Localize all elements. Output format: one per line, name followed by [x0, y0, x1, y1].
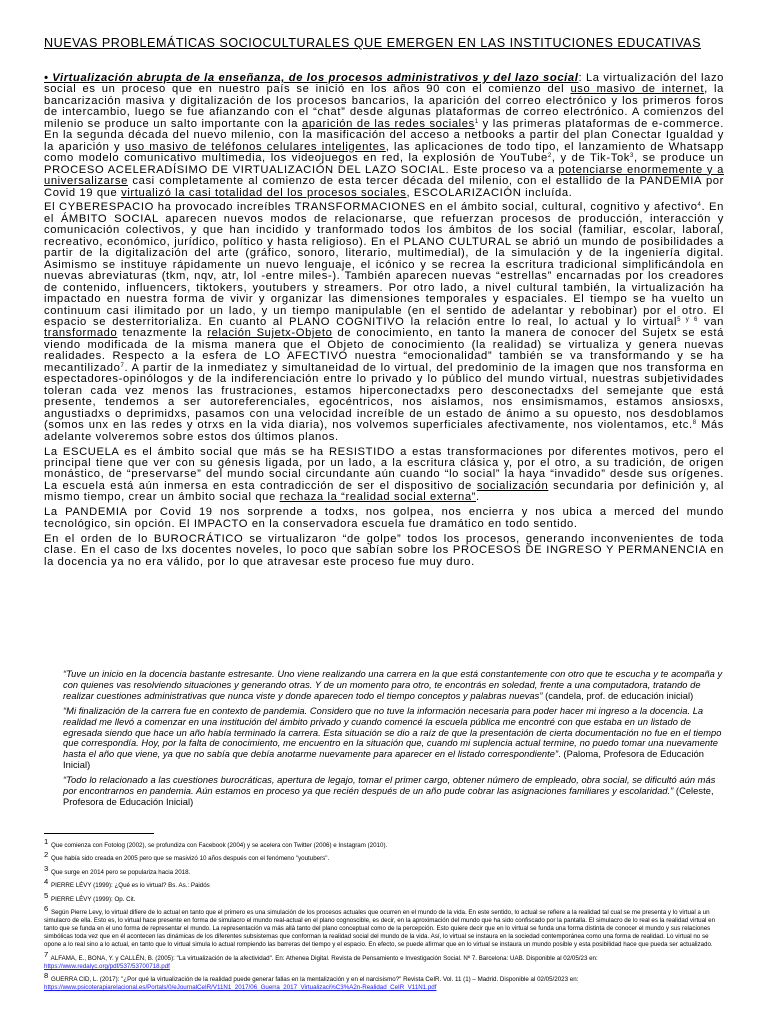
footnote-number: 6 — [44, 903, 49, 913]
footnote — [44, 951, 724, 971]
footnote — [44, 892, 724, 904]
paragraph-virtualizacion — [44, 73, 724, 199]
footnote-ref[interactable]: 1 — [474, 118, 479, 125]
footnote-separator — [44, 833, 154, 834]
paragraph-cyberespacio — [44, 202, 724, 443]
footnote — [44, 972, 724, 992]
quote-text: “Tuve un inicio en la docencia bastante estresante. Uno viene realizando una carrera en la que está constantemente con otro que te escucha y te acompaña y con quienes vas resolviendo situaciones y generando otras. Y de un momento para otro, te encontrás en soledad, frente a una computadora, tratando de realizar cuestiones administrativas que nunca viste y donde aparecen todo el tiempo conceptos y palabras nuevas” — [63, 669, 723, 701]
footnote-text: PIERRE LÉVY (1999): Op. Cit. — [50, 895, 136, 903]
testimonial-quote — [63, 669, 724, 702]
quote-text: “Mi finalización de la carrera fue en contexto de pandemia. Considero que no tuve la información necesaria para poder hacer mi ingreso a la docencia. La realidad me llevó a comenzar en una institución del ámbito privado y cuando comencé la escuela pública me encontré con que estaba en un listado de egresada siendo que hace un año había terminado la carrera. Esta situación se dio a raíz de que la presentación de cierta documentación no fue en el tiempo que correspondía. Hoy, por la falta de conocimiento, me encuentro en la situación que, cuando mi suplencia actual termine, no puedo tomar una nuevamente hasta el año que viene, ya que no sabía que debía anotarme nuevamente para aparecer en el listado correspondiente” — [63, 705, 722, 760]
text-run: , la bancarización masiva y digitalización de los procesos bancarios, la aparición del correo electrónico y los primeros foros de intercambio, luego se fue afianzando con el “chat” desde algunas plataformas de correo electrónico. A comienzos del milenio se produce un salto importante con la — [44, 83, 724, 130]
text-run: , y de Tik-Tok — [551, 152, 631, 165]
quote-author: . (Paloma, Profesora de Educación Inicial) — [63, 749, 704, 771]
footnote-link[interactable]: https://www.redalyc.org/pdf/537/53700718.pdf — [44, 962, 170, 970]
quote-author: (Celeste, Profesora de Educación Inicial) — [63, 786, 714, 807]
underlined-text: potenciarse enormemente y a universalizarse — [44, 163, 725, 188]
text-run: : La virtualización del lazo social es un proceso que en nuestro país se inició en los años 90 con el comienzo del — [44, 72, 724, 96]
section-heading — [44, 72, 578, 84]
text-run: . — [476, 491, 480, 504]
text-run: La ESCUELA es el ámbito social que más se ha RESISTIDO a estas transformaciones por diferentes motivos, pero el principal tiene que ver con su génesis ligada, por un lado, a la escritura clásica y, por el otro, a su tradición, de origen monástico, de “preservarse” del mundo social circundante aún cuando “lo social” la haya “invadido” desde sus orígenes. La escuela está aún inmersa en esta contradicción de ser el dispositivo de — [44, 445, 724, 492]
footnote-ref[interactable]: 2 — [547, 153, 552, 160]
footnote-ref[interactable]: 8 — [692, 420, 697, 427]
testimonial-quote — [63, 706, 724, 771]
underlined-text: relación Sujetx-Objeto — [207, 327, 333, 340]
quote-text: “Todo lo relacionado a las cuestiones burocráticas, apertura de legajo, tomar el primer cargo, obtener número de empleado, obra social, se dificultó aún más por encontrarnos en pandemia. Aún estamos en proceso ya que recién después de un año pude cobrar las asignaciones familiares y escolaridad.” — [63, 775, 716, 797]
underlined-text: virtualizó la casi totalidad del los procesos sociales — [121, 186, 407, 199]
text-run: . En el ÁMBITO SOCIAL aparecen nuevos modos de relacionarse, que refuerzan procesos de producción, interacción y comunicación colectivos, y que han incidido y tranformado todos los ámbitos de los social (familiar, escolar, laboral, recreativo, económico, jurídico, político y hasta religioso). En el PLANO CULTURAL se abrió un mundo de posibilidades a partir de la digitalización del arte (gráfico, sonoro, literario, multimedial), de la simulación y de la ingeniería digital. Asimismo se instituye rápidamente un nuevo lenguaje, el icónico y se recrea la escritura tradicional simplificándola en nuevas abreviaturas (tkm, nqv, atr, lol -entre miles-). También aparecen nuevas “estrellas” encarnadas por los creadores de contenido, influencers, tiktokers, youtubers y streamers. Por otro lado, a nivel cultural también, la virtualización ha impactado en nuestra forma de vivir y organizar las dimensiones temporales y espaciales. El tiempo se ha vuelto un continuum casi ilimitado por un lado, y un tiempo manipulable (en el sentido de adelantar y rebobinar) por el otro. El espacio se desterritorializa. En cuanto al PLANO COGNITIVO la relación entre lo real, lo actual y lo virtual — [44, 201, 724, 329]
text-run: , las aplicaciones de todo tipo, el lanzamiento de Whatsapp como modelo comunicativo multimedia, los videojuegos en red, la explosión de YouTube — [44, 140, 724, 165]
footnote — [44, 878, 724, 890]
text-run: y las primeras plataformas de e-commerce. En la segunda década del nuevo milenio, con la masificación del acceso a netbooks a partir del plan Conectar Igualdad y la aparición y — [44, 117, 724, 153]
footnote-text: ALFAMA, E., BONA, Y. y CALLÉN, B. (2005): "La virtualización de la afectividad". En: Athenea Digital. Revista de Pensamiento e Investigación Social. Nº 7. Barcelona: UAB. Disponible al 02/05/23 en: — [50, 954, 598, 962]
paragraph-pandemia: La PANDEMIA por Covid 19 nos sorprende a todxs, nos golpea, nos encierra y nos ubica a merced del mundo tecnológico, sin opción. El IMPACTO en la conservadora escuela fue dramático en todo sentido. — [44, 506, 724, 530]
footnote-text: PIERRE LÉVY (1999): ¿Qué es lo virtual? Bs. As.: Paidós — [50, 882, 210, 890]
document-title: NUEVAS PROBLEMÁTICAS SOCIOCULTURALES QUE EMERGEN EN LAS INSTITUCIONES EDUCATIVAS — [44, 36, 701, 50]
footnote — [44, 865, 724, 877]
text-run: casi completamente al comienzo de esta tercer década del milenio, con el estallido de la PANDEMIA por Covid 19 que — [44, 175, 724, 199]
text-run: Más adelante volveremos sobre estos dos últimos planos. — [44, 419, 724, 443]
footnote-text: GUERRA CID, L. (2017): "¿Por qué la virtualización de la realidad puede generar fallas en la mentalización y en el narcisismo?" Revista CeIR. Vol. 11 (1) – Madrid. Disponible al 02/05/2023 en: — [50, 976, 579, 984]
text-run: de conocimiento, en tanto la manera de conocer del Sujetx se está viendo modificada de la misma manera que el Objeto de conocimiento (la realidad) se virtualiza y genera nuevas realidades. Respecto a la esfera de LO AFECTIVO nuestra “emocionalidad” también se va transformando y se ha mecantilizado — [44, 327, 724, 374]
text-run: El CYBERESPACIO ha provocado increíbles TRANSFORMACIONES en el ámbito social, cultural, cognitivo y afectivo — [44, 201, 698, 214]
footnote-number: 5 — [44, 890, 49, 900]
text-run: tenazmente la — [117, 327, 208, 340]
footnote-number: 4 — [44, 877, 49, 887]
text-run: , se produce un PROCESO ACELERADÍSIMO DE VIRTUALIZACIÓN DEL LAZO SOCIAL. Este proceso va a — [44, 152, 724, 176]
footnote-link[interactable]: https://www.psicoterapiarelacional.es/Portals/0/eJournalCeIR/V11N1_2017/06_Guerra_2017_Virtualizaci%C3%A2n-Realidad_CeIR_V11N1.pdf — [44, 984, 437, 992]
document-body — [44, 73, 724, 572]
footnote-ref[interactable]: 5 y 6 — [677, 317, 698, 324]
footnote-number: 3 — [44, 863, 49, 873]
underlined-text: aparición de las redes sociales — [302, 117, 475, 130]
footnote-text: Según Pierre Levy, lo virtual difiere de lo actual en tanto que el primero es una simulación de los procesos actuales que ocurren en el mundo de la vida. En este sentido, lo actual se refiere a la realidad tal cual se me presenta y lo virtual a un simulacro de ella. Esto es, lo virtual hace presente en forma de simulacro el mundo real-actual en el plano cognoscible, es decir, en la aproximación del mundo que ha sido confiscado por la pantalla. El simulacro de lo real es la realidad virtual en tanto que se funda en el uno forma de representar el mundo. La representación va más allá tanto del plano conceptual como de la percepción. Esto quiere decir que en lo virtual se funda una forma distinta de conocer el mundo y sus relaciones simbólicas toda vez que en él acontecen las dinámicas de los diferentes subsistemas que conforman la realidad social del mundo de la vida. Así, lo virtual se instaura en la sociedad contemporánea como una forma de realidad. Lo virtual no se opone a lo real sino a lo actual, en tanto que lo virtual simula lo actual rompiendo las barreras del tiempo y el espacio. En efecto, se puede afirmar que en lo virtual se instaura un mundo posible y esta posibilidad hace que pueda ser actualizado. — [44, 908, 716, 949]
text-run: , ESCOLARIZACIÓN incluída. — [406, 186, 573, 199]
footnote — [44, 905, 724, 949]
testimonial-quote — [63, 775, 724, 808]
underlined-text: socialización — [476, 479, 549, 492]
paragraph-escuela — [44, 447, 724, 504]
text-run: van — [697, 316, 725, 329]
paragraph-burocratico: En el orden de lo BUROCRÁTICO se virtualizaron “de golpe” todos los procesos, generando inconvenientes de toda clase. En el caso de lxs docentes noveles, lo poco que sabían sobre los PROCESOS DE INGRESO Y PERMANENCIA en la docencia ya no era válido, por lo que atravesar este proceso fue muy duro. — [44, 532, 724, 568]
text-run: secundaria por definición y, al mismo tiempo, crear un ámbito social que — [44, 479, 724, 504]
footnote-number: 7 — [44, 949, 49, 959]
bullet-icon: • — [44, 72, 49, 84]
underlined-text: rechaza la “realidad social externa” — [279, 491, 477, 504]
footnote-text: Que comienza con Fotolog (2002), se profundiza con Facebook (2004) y se acelera con Twitter (2006) e Instagram (2010). — [50, 842, 388, 849]
footnote — [44, 851, 724, 863]
footnote-number: 2 — [44, 850, 49, 860]
footnote-number: 8 — [44, 971, 49, 981]
footnote-text: Que había sido creada en 2005 pero que se masivizó 10 años después con el fenómeno "youtubers". — [50, 855, 330, 863]
testimonials-block — [63, 669, 724, 812]
text-run: . A partir de la inmediatez y simultaneidad de lo virtual, del predominio de la imagen que nos transforma en espectadores-opinólogos y de la indiferenciación entre lo privado y lo público del mundo virtual, nuestras subjetividades toleran cada vez menos las frustraciones, estamos hiperconectadxs pero desconectadxs del semejante que está presente, tendemos a ser autoreferenciales, egocéntricos, nos aislamos, nos ensimismamos, estamos ansiosxs, angustiadxs o deprimidxs, pasamos con una velocidad increíble de un estado de ánimo a su opuesto, nos desdoblamos (somos unx en las redes y otrxs en la vida diaria), nos volvemos superficiales afectivamente, nos violentamos, etc. — [44, 361, 724, 432]
footnote-number: 1 — [44, 837, 49, 846]
underlined-text: uso masivo de internet — [570, 83, 705, 96]
footnote-text: Que surge en 2014 pero se populariza hacia 2018. — [50, 868, 191, 876]
footnote-ref[interactable]: 3 — [630, 153, 634, 160]
footnotes — [44, 838, 724, 994]
footnote-ref[interactable]: 4 — [697, 202, 702, 209]
quote-author: (candela, prof. de educación inicial) — [542, 690, 694, 701]
footnote-ref[interactable]: 7 — [120, 362, 125, 369]
footnote — [44, 838, 724, 850]
heading-text: Virtualización abrupta de la enseñanza, de los procesos administrativos y del lazo social — [52, 72, 579, 84]
underlined-text: transformado — [44, 327, 118, 340]
underlined-text: uso masivo de teléfonos celulares inteligentes — [124, 140, 386, 153]
